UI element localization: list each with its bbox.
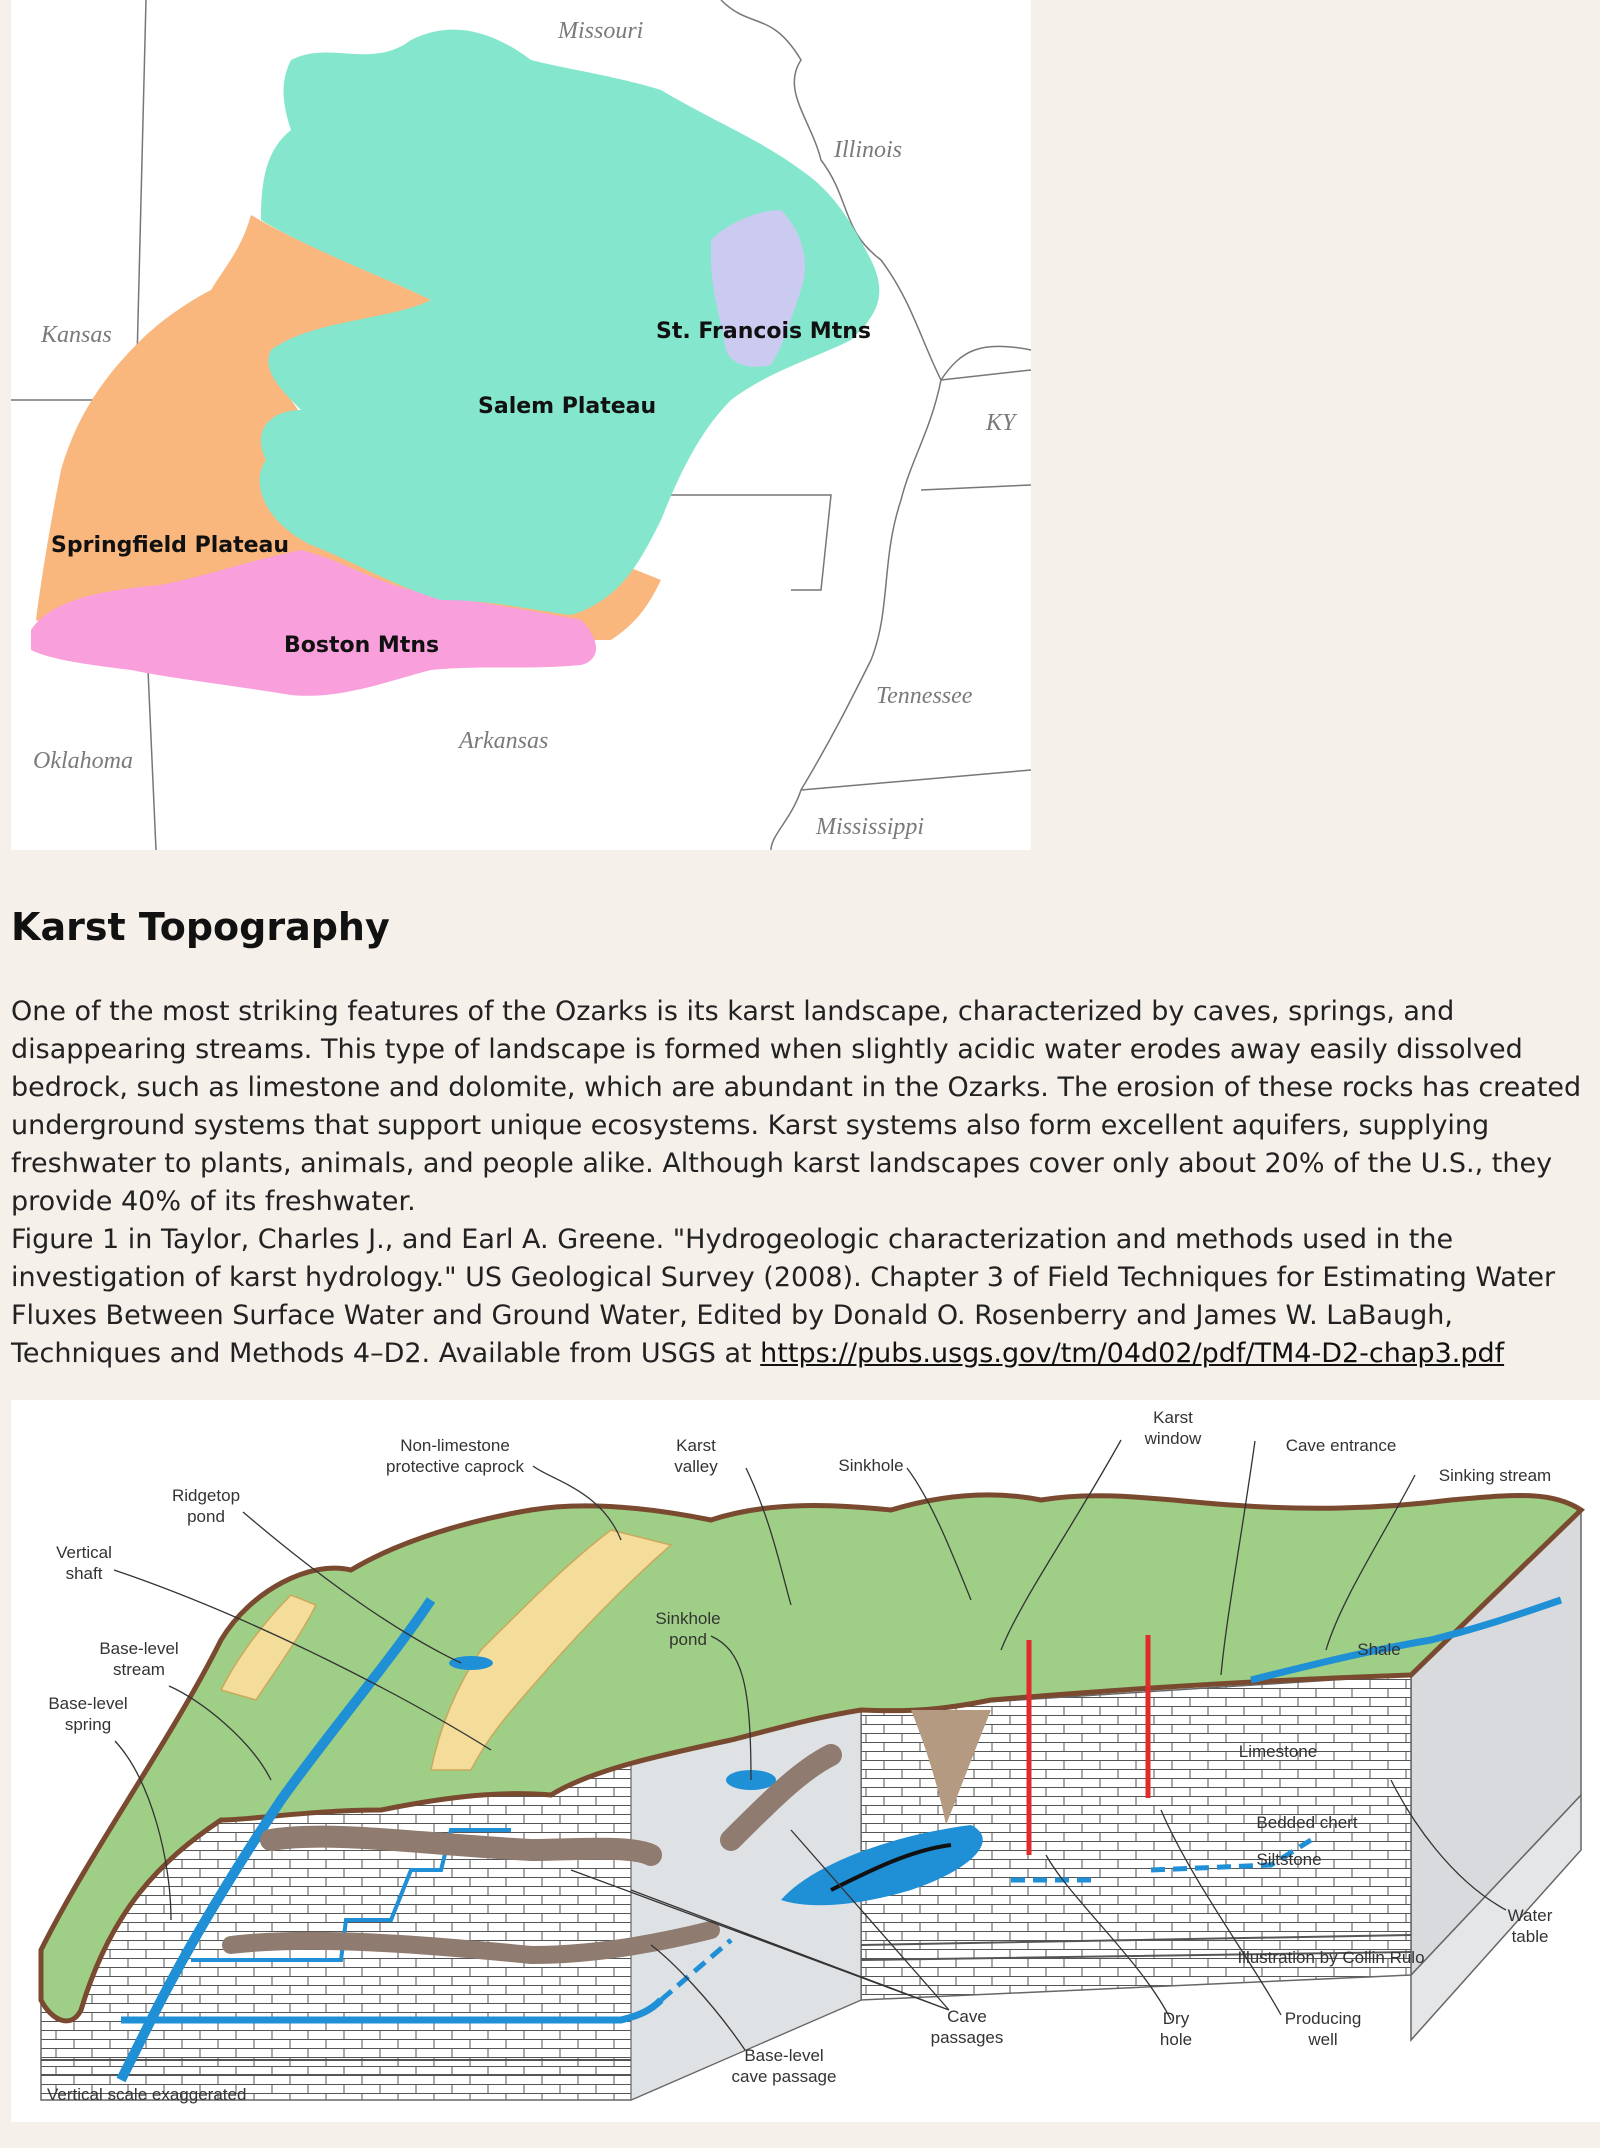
label-sinkhole-pond: Sinkhole [655, 1609, 721, 1628]
label-base-level-cave-passage: cave passage [731, 2067, 837, 2086]
label-water-table: Water [1507, 1906, 1553, 1925]
label-ridgetop-pond: Ridgetop [171, 1486, 241, 1505]
state-label: Missouri [558, 18, 644, 44]
label-dry-hole: Dry [1162, 2009, 1190, 2028]
karst-description-paragraph: One of the most striking features of the Ozarks is its karst landscape, characterized by caves, springs, and disappearing streams. This type of landscape is formed when slightly acidic water erodes away easily dissolved bedrock, such as limestone and dolomite, which are abundant in the Ozarks. The erosion of these rocks has created underground systems that support unique ecosystems. Karst systems also form excellent aquifers, supplying freshwater to plants, animals, and people alike. Although karst landscapes cover only about 20% of the U.S., they provide 40% of its freshwater. [11, 996, 1582, 1217]
state-label: Oklahoma [33, 748, 133, 774]
label-karst-valley: Karst [676, 1436, 716, 1455]
label-water-table: table [1511, 1927, 1549, 1946]
label-caprock: protective caprock [386, 1457, 524, 1476]
label-base-level-stream: stream [113, 1660, 165, 1679]
illustration-credit: Illustration by Collin Rulo [1237, 1948, 1425, 1967]
ridgetop-pond [449, 1656, 493, 1670]
state-label: Kansas [41, 322, 112, 348]
label-siltstone: Siltstone [1256, 1850, 1322, 1869]
label-cave-entrance: Cave entrance [1285, 1436, 1397, 1455]
ozarks-region-map [11, 0, 1031, 850]
label-karst-window: window [1144, 1429, 1202, 1448]
map-svg [11, 0, 1031, 850]
region-label: Boston Mtns [284, 633, 440, 658]
region-label: St. Francois Mtns [656, 319, 871, 344]
label-sinking-stream: Sinking stream [1438, 1466, 1552, 1485]
label-cave-passages: passages [930, 2028, 1004, 2047]
label-base-level-spring: Base-level [48, 1694, 128, 1713]
figure-citation-paragraph [11, 1221, 1589, 1373]
label-base-level-spring: spring [64, 1715, 112, 1734]
vertical-scale-note: Vertical scale exaggerated [47, 2085, 247, 2104]
label-bedded-chert: Bedded chert [1256, 1813, 1358, 1832]
state-label: Illinois [834, 137, 903, 163]
karst-diagram-svg [11, 1400, 1600, 2122]
label-dry-hole: hole [1159, 2030, 1193, 2049]
label-karst-valley: valley [674, 1457, 718, 1476]
label-limestone: Limestone [1238, 1742, 1318, 1761]
state-label: Arkansas [459, 728, 549, 754]
usgs-source-link[interactable]: https://pubs.usgs.gov/tm/04d02/pdf/TM4-D2-chap3.pdf [760, 1338, 1505, 1369]
label-base-level-stream: Base-level [99, 1639, 179, 1658]
citation-text: Figure 1 in Taylor, Charles J., and Earl A. Greene. "Hydrogeologic characterization and methods used in the investigation of karst hydrology." US Geological Survey (2008). Chapter 3 of Field Techniques for Estimating Water Fluxes Between Surface Water and Ground Water, Edited by Donald O. Rosenberry and James W. LaBaugh, Techniques and Methods 4–D2. Available from USGS at [11, 1224, 1556, 1369]
label-cave-passages: Cave [947, 2007, 987, 2026]
label-karst-window: Karst [1153, 1408, 1193, 1427]
region-label: Salem Plateau [478, 394, 657, 419]
region-label: Springfield Plateau [51, 533, 290, 558]
section-heading: Karst Topography [11, 905, 390, 949]
state-label: KY [986, 410, 1016, 436]
label-ridgetop-pond: pond [187, 1507, 225, 1526]
label-sinkhole-pond: pond [669, 1630, 707, 1649]
label-base-level-cave-passage: Base-level [744, 2046, 824, 2065]
state-label: Tennessee [876, 683, 973, 709]
label-vertical-shaft: Vertical [56, 1543, 112, 1562]
state-label: Mississippi [816, 814, 925, 840]
label-shale: Shale [1357, 1640, 1401, 1659]
label-vertical-shaft: shaft [65, 1564, 103, 1583]
karst-block-diagram [11, 1400, 1600, 2122]
label-sinkhole: Sinkhole [838, 1456, 904, 1475]
label-producing-well: well [1308, 2030, 1338, 2049]
label-caprock: Non-limestone [400, 1436, 510, 1455]
label-producing-well: Producing [1284, 2009, 1362, 2028]
